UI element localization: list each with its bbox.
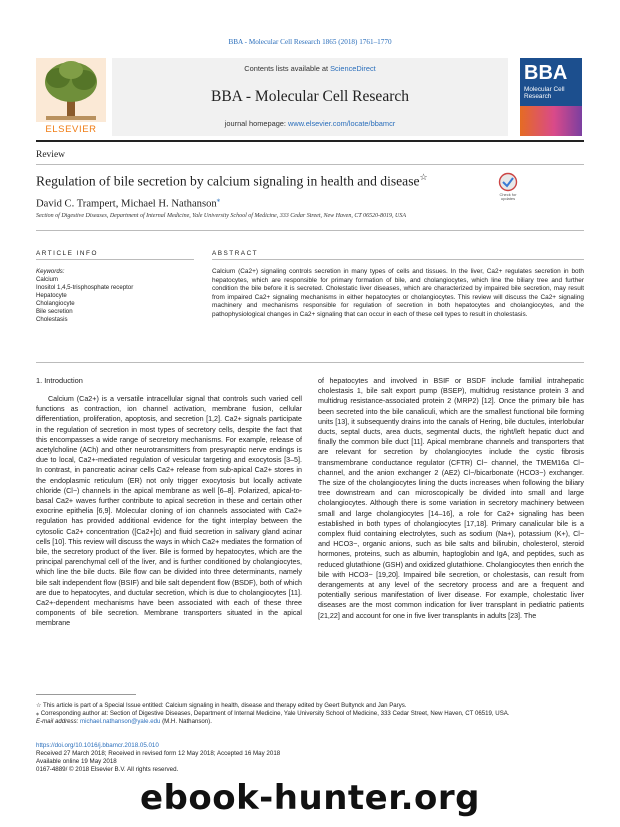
keyword-item: Bile secretion	[36, 308, 73, 315]
header-rule	[36, 140, 584, 142]
elsevier-tree-icon	[36, 58, 106, 122]
footnote-email	[36, 718, 584, 726]
masthead	[36, 58, 584, 136]
check-updates-icon	[494, 172, 522, 192]
body-column-right	[318, 376, 584, 686]
keyword-item: Cholangiocyte	[36, 300, 75, 307]
intro-paragraph-left: Calcium (Ca2+) is a versatile intracellular signal that controls such varied cell functions as contraction, ion channel activation, membrane fusion, cellular differentiation, proliferation, apoptosis, and secretion [1,2]. Ca2+ signals participate in the regulation of secretion in most types of secretory cells, despite the fact that this encompasses a wide range of secretory mechanisms. For example, release of acetylcholine (ACh) and other neurotransmitters from presynaptic nerve endings is due to local, Ca2+-mediated regulation of vesicular targeting and exocytosis [3–5]. In contrast, in pancreatic acinar cells Ca2+ release from sub-apical Ca2+ stores in the endoplasmic reticulum (ER) not only trigger exocytosis but locally activate chloride (Cl−) channels in the apical membrane as well [6–8]. Polarized, apical-to-basal Ca2+ waves further contribute to apical secretion in these and certain other exocrine epithelia [6,9]. Molecular cloning of ion channels associated with Ca2+ regulation has provided additional evidence for the tight interplay between the cytosolic Ca2+ concentration ([Ca2+]c) and fluid secretion in salivary gland acinar cells [10]. This review will discuss the ways in which Ca2+ mediates the formation of bile, the secretory product of the liver. Bile is formed by hepatocytes, which are the principal parenchymal cell of the liver, and is further conditioned by cholangiocytes, which line the bile ducts. Bile flow can be divided into three determinants, namely bile salt independent flow (BSIF) and bile salt dependent flow (BSDF), both of which are due to hepatocytes, and ductular secretion, which is due to cholangiocytes [11]. Ca2+-dependent mechanisms have been associated with each of these three components of bile secretion. Membrane transporters situated in the apical membrane	[36, 395, 302, 628]
copyright: 0167-4889/ © 2018 Elsevier B.V. All rights reserved.	[36, 766, 179, 773]
check-for-updates-badge[interactable]	[494, 172, 522, 202]
footnote-corresponding-author: ⁎ Corresponding author at: Section of Digestive Diseases, Department of Internal Medicine, Yale University School of Medicine, 333 Cedar Street, New Haven, CT 06519, USA.	[36, 710, 510, 718]
section-heading-introduction: 1. Introduction	[36, 376, 83, 385]
homepage-line	[112, 119, 508, 128]
journal-cover[interactable]	[520, 58, 582, 136]
footnote-special-issue: ☆ This article is part of a Special Issue entitled: Calcium signaling in health, disease and therapy edited by Geert Bultynck and Jan Parys.	[36, 702, 407, 709]
abstract-label: ABSTRACT	[212, 250, 259, 257]
article-info-rule	[36, 259, 194, 260]
article-title-text: Regulation of bile secretion by calcium signaling in health and disease	[36, 173, 420, 189]
author-names: David C. Trampert, Michael H. Nathanson	[36, 198, 217, 210]
affiliation-rule	[36, 230, 584, 231]
keyword-item: Calcium	[36, 276, 59, 283]
affiliation: Section of Digestive Diseases, Department of Internal Medicine, Yale University School of Medicine, 333 Cedar Street, New Haven, CT 06520-8019, USA	[36, 213, 407, 219]
body-rule	[36, 362, 584, 363]
keyword-item: Inositol 1,4,5-trisphosphate receptor	[36, 284, 134, 291]
email-label: E-mail address:	[36, 718, 81, 726]
intro-paragraph-right: of hepatocytes and involved in BSIF or BSDF include familial intrahepatic cholestasis 1, bile salt export pump (BSEP), multidrug resistance protein 3 and multidrug resistance-associated protein 2 (MRP2) [12]. Once the primary bile has been secreted into the bile canaliculi, which are the smallest functional bile forming units [13], it subsequently drains into the canals of Hering, bile ductules, interlobular ducts, septal ducts, area ducts, segmental ducts, the right/left hepatic duct and finally the common bile duct [11]. Apical membrane channels and transporters that are relevant for secretion by cholangiocytes include the cystic fibrosis transmembrane conductance regulator (CFTR) Cl− channel, the TMEM16a Cl− channel, and the anion exchanger 2 (AE2) Cl−/bicarbonate (HCO3−) exchanger. The size of the cholangiocytes lining the ducts increases when following the biliary tree downstream and can microscopically be divided into small and large cholangiocytes. Although there is some variation in secretory machinery between small and large cholangiocytes [14–16], a role for Ca2+ signaling has been established in both types of cholangiocytes [17,18]. Primary canalicular bile is a complex fluid containing electrolytes, such as sodium (Na+), potassium (K+), Cl− and HCO3−, organic anions, such as bile salts and bilirubin, cholesterol, steroid hormones, proteins, such as albumin, haptoglobin and IgA, and peptides, such as reduced glutathione (GSH) and oxidized glutathione. Cholangiocytes then enrich the bile with HCO3− [19,20]. Impaired bile secretion, or cholestasis, can result from derangements at any level of the secretory process and are a frequent and potentially serious manifestation of liver disease. For example, cholestatic liver diseases are the most common indication for liver transplant in pediatric patients [21,22] and account for one in five liver transplants in adults [23]. The	[318, 377, 584, 620]
sciencedirect-link[interactable]: ScienceDirect	[330, 64, 376, 73]
check-updates-label: Check for updates	[499, 192, 517, 202]
doi-link[interactable]: https://doi.org/10.1016/j.bbamcr.2018.05.010	[36, 742, 159, 749]
contents-prefix: Contents lists available at	[244, 64, 331, 73]
title-rule	[36, 164, 584, 165]
contents-line	[112, 64, 508, 73]
keywords-list	[36, 268, 196, 324]
title-footnote-mark[interactable]: ☆	[419, 172, 428, 182]
authors	[36, 196, 220, 210]
corresponding-author-mark[interactable]: ⁎	[216, 196, 221, 204]
abstract-text: Calcium (Ca2+) signaling controls secretion in many types of cells and tissues. In the liver, Ca2+ regulates secretion in both hepatocytes, which are responsible for primary formation of bile, and cholangiocytes, which line the biliary tree and further condition the bile before it is secreted. Cholestatic liver diseases, which are characterized by impaired bile secretion, may result from impaired Ca2+ signaling mechanisms in either hepatocytes or cholangiocytes. This review will discuss the Ca2+ signaling machinery and mechanisms responsible for regulation of secretion in both hepatocytes and cholangiocytes, and the pathophysiological changes in Ca2+ signaling that can occur in each of these cell types to result in cholestasis.	[212, 268, 584, 318]
email-link[interactable]: michael.nathanson@yale.edu	[80, 718, 161, 726]
journal-title: BBA - Molecular Cell Research	[210, 88, 409, 105]
footnote-rule	[36, 694, 136, 695]
journal-header	[112, 58, 508, 136]
homepage-link[interactable]: www.elsevier.com/locate/bbamcr	[288, 119, 396, 128]
homepage-prefix: journal homepage:	[224, 119, 289, 128]
article-title	[36, 172, 428, 190]
elsevier-wordmark: ELSEVIER	[45, 124, 97, 135]
cover-artwork	[520, 106, 582, 136]
elsevier-logo[interactable]	[36, 58, 106, 136]
keyword-item: Cholestasis	[36, 316, 68, 323]
article-type: Review	[36, 150, 66, 160]
email-suffix: (M.H. Nathanson).	[160, 718, 212, 726]
cover-subtitle: Molecular Cell Research	[524, 86, 565, 100]
available-online: Available online 19 May 2018	[36, 758, 117, 765]
keyword-item: Hepatocyte	[36, 292, 67, 299]
abstract-rule	[212, 259, 584, 260]
body-column-left	[36, 394, 302, 686]
received-dates: Received 27 March 2018; Received in revised form 12 May 2018; Accepted 16 May 2018	[36, 750, 281, 757]
cover-title: BBA	[524, 62, 568, 84]
article-info-label: ARTICLE INFO	[36, 250, 98, 257]
footnotes	[36, 702, 584, 727]
keywords-title: Keywords:	[36, 268, 65, 275]
watermark: ebook-hunter.org	[139, 778, 481, 818]
running-head[interactable]: BBA - Molecular Cell Research 1865 (2018) 1761–1770	[228, 38, 392, 46]
publication-info	[36, 742, 336, 774]
